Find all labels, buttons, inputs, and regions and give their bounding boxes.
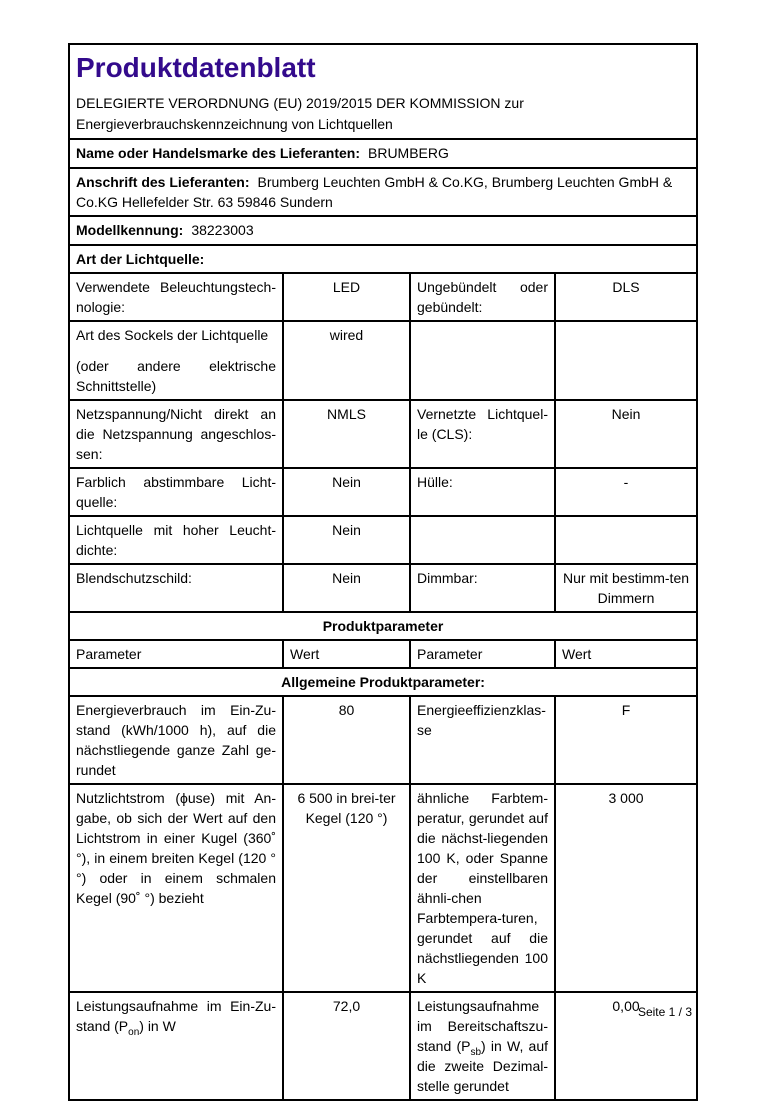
value-cell: Nein: [283, 468, 410, 516]
value-cell: Nein: [283, 516, 410, 564]
table-row: [69, 696, 697, 784]
table-row: [69, 992, 697, 1100]
table-row: [69, 516, 697, 564]
param-line-1: Art des Sockels der Lichtquelle: [76, 327, 269, 343]
param-cell: [410, 516, 555, 564]
param-cell: Ungebündelt oder gebündelt:: [410, 273, 555, 321]
table-row: [69, 468, 697, 516]
supplier-name-label: Name oder Handelsmarke des Lieferanten:: [76, 145, 360, 161]
value-cell: 3 000: [555, 784, 697, 992]
section-heading-row: [69, 245, 697, 273]
supplier-address-cell: [69, 168, 697, 216]
subscript-sb: sb: [470, 1046, 482, 1058]
supplier-address-label: Anschrift des Lieferanten:: [76, 174, 250, 190]
regulation-subtitle: DELEGIERTE VERORDNUNG (EU) 2019/2015 DER KOMMISSION zur Energieverbrauchskennzeichnung von Lichtquellen: [76, 95, 524, 132]
param-cell: [69, 321, 283, 400]
value-cell: 80: [283, 696, 410, 784]
value-cell: -: [555, 468, 697, 516]
param-cell: Verwendete Beleuchtungstech-nologie:: [69, 273, 283, 321]
supplier-address-value: Brumberg Leuchten GmbH & Co.KG, Brumberg Leuchten GmbH & Co.KG Hellefelder Str. 63 59846 Sundern: [76, 174, 673, 210]
value-cell: F: [555, 696, 697, 784]
document-page: [68, 43, 700, 1101]
supplier-address-row: [69, 168, 697, 216]
page-title: Produktdatenblatt: [76, 52, 316, 83]
value-cell: 0,00: [555, 992, 697, 1100]
param-cell: ähnliche Farbtem-peratur, gerundet auf die nächst-liegenden 100 K, oder Spanne der einstellbaren ähnli-chen Farbtempera-turen, gerundet auf die nächstliegenden 100 K: [410, 784, 555, 992]
value-cell: Nur mit bestimm-ten Dimmern: [555, 564, 697, 612]
supplier-name-cell: [69, 139, 697, 168]
col-header-parameter-2: Parameter: [410, 640, 555, 668]
param-cell: Energieverbrauch im Ein-Zu-stand (kWh/1000 h), auf die nächstliegende ganze Zahl ge-rundet: [69, 696, 283, 784]
param-cell: Dimmbar:: [410, 564, 555, 612]
model-row: [69, 216, 697, 245]
product-datasheet-table: [68, 43, 698, 1101]
param-text: ) in W: [139, 1018, 176, 1034]
col-header-wert-1: Wert: [283, 640, 410, 668]
param-cell: Netzspannung/Nicht direkt an die Netzspannung angeschlos-sen:: [69, 400, 283, 468]
column-header-row: [69, 640, 697, 668]
table-row: [69, 784, 697, 992]
table-row: [69, 321, 697, 400]
allgemeine-heading: Allgemeine Produktparameter:: [69, 668, 697, 696]
value-cell: 6 500 in brei-ter Kegel (120 °): [283, 784, 410, 992]
value-cell: wired: [283, 321, 410, 400]
param-cell: Vernetzte Lichtquel-le (CLS):: [410, 400, 555, 468]
param-cell: Energieeffizienzklas-se: [410, 696, 555, 784]
section-art-heading: Art der Lichtquelle:: [69, 245, 697, 273]
produktparameter-heading-row: [69, 612, 697, 640]
page-number: Seite 1 / 3: [637, 1005, 692, 1019]
header-row: [69, 44, 697, 139]
allgemeine-heading-row: [69, 668, 697, 696]
table-row: [69, 273, 697, 321]
param-cell: Nutzlichtstrom (ϕuse) mit An-gabe, ob sich der Wert auf den Lichtstrom in einer Kugel (360˚ °), in einem breiten Kegel (120 °°) oder in einem schmalen Kegel (90˚ °) bezieht: [69, 784, 283, 992]
param-cell: [410, 992, 555, 1100]
produktparameter-heading: Produktparameter: [69, 612, 697, 640]
model-cell: [69, 216, 697, 245]
col-header-wert-2: Wert: [555, 640, 697, 668]
subscript-on: on: [128, 1026, 140, 1038]
table-row: [69, 564, 697, 612]
col-header-parameter-1: Parameter: [69, 640, 283, 668]
param-cell: [410, 321, 555, 400]
value-cell: [555, 516, 697, 564]
value-cell: Nein: [555, 400, 697, 468]
table-row: [69, 400, 697, 468]
value-cell: DLS: [555, 273, 697, 321]
param-text: Leistungsaufnahme im Ein-Zu-stand (P: [76, 998, 276, 1034]
supplier-name-row: [69, 139, 697, 168]
value-cell: Nein: [283, 564, 410, 612]
model-value: 38223003: [191, 222, 254, 238]
param-cell: Farblich abstimmbare Licht-quelle:: [69, 468, 283, 516]
param-cell: Hülle:: [410, 468, 555, 516]
param-cell: Lichtquelle mit hoher Leucht-dichte:: [69, 516, 283, 564]
value-cell: LED: [283, 273, 410, 321]
value-cell: [555, 321, 697, 400]
param-cell: [69, 992, 283, 1100]
param-cell: Blendschutzschild:: [69, 564, 283, 612]
param-text: ) in W, auf die zweite Dezimal-stelle gerundet: [417, 1038, 549, 1094]
param-line-2: (oder andere elektrische Schnittstelle): [76, 358, 276, 394]
value-cell: NMLS: [283, 400, 410, 468]
header-cell: [69, 44, 697, 139]
supplier-name-value: BRUMBERG: [368, 145, 449, 161]
param-text: Leistungsaufnahme im Bereitschaftszu-stand (P: [417, 998, 548, 1054]
model-label: Modellkennung:: [76, 222, 184, 238]
value-cell: 72,0: [283, 992, 410, 1100]
